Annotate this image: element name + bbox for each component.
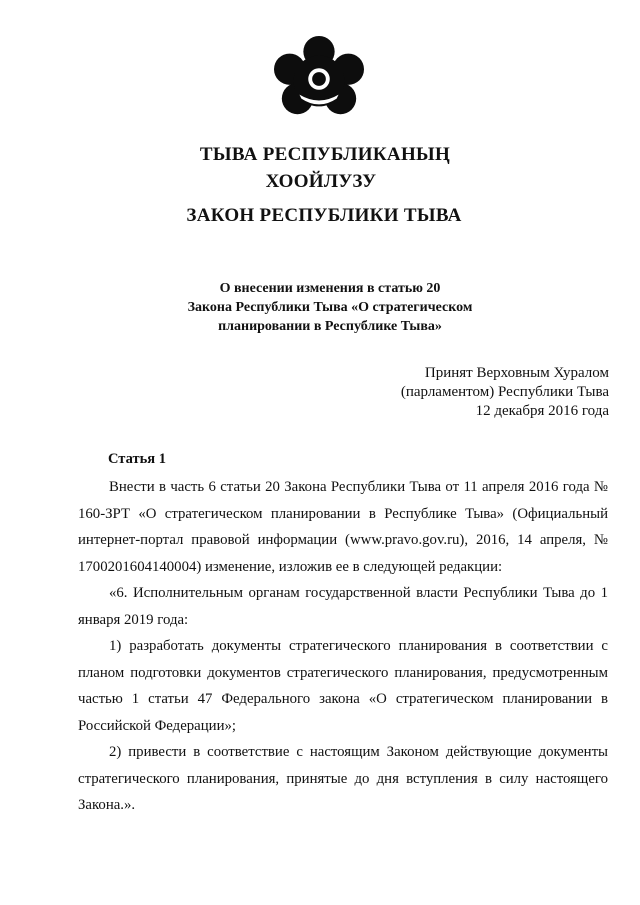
subject-line-1: О внесении изменения в статью 20 [219,281,441,296]
paragraph-4: 2) привести в соответствие с настоящим Законом действующие документы стратегического планирования, принятые до дня вступления в силу настоящего Закона.». [78,744,608,813]
adopted-line-2: (парламентом) Республики Тыва [400,384,609,400]
article-body [78,474,608,819]
adopted-line-3: 12 декабря 2016 года [475,403,609,419]
article-title: Статья 1 [108,451,166,467]
law-title: ЗАКОН РЕСПУБЛИКИ ТЫВА [186,205,462,226]
emblem-icon [270,34,368,124]
law-subject [0,279,640,336]
republic-header [0,144,640,193]
subject-line-3: планировании в Республике Тыва» [218,319,442,334]
adopted-line-1: Принят Верховным Хуралом [424,365,609,381]
paragraph-3: 1) разработать документы стратегического планирования в соответствии с планом подготовки документов стратегического планирования, предусмотренным частью 1 статьи 47 Федерального закона «О стратегическом планировании в Российской Федерации»; [78,638,608,734]
header-line-1: ТЫВА РЕСПУБЛИКАНЫҢ [199,144,451,165]
paragraph-1: Внести в часть 6 статьи 20 Закона Республики Тыва от 11 апреля 2016 года № 160-ЗРТ «О стратегическом планировании в Республике Тыва» (Официальный интернет-портал правовой информации (www.pravo.gov.ru), 2016, 14 апреля, № 1700201604140004) изменение, изложив ее в следующей редакции: [78,479,608,575]
subject-line-2: Закона Республики Тыва «О стратегическом [187,300,473,315]
paragraph-2: «6. Исполнительным органам государственной власти Республики Тыва до 1 января 2019 года: [78,585,608,628]
adoption-note [401,364,609,421]
header-line-2: ХООЙЛУЗУ [265,171,377,192]
